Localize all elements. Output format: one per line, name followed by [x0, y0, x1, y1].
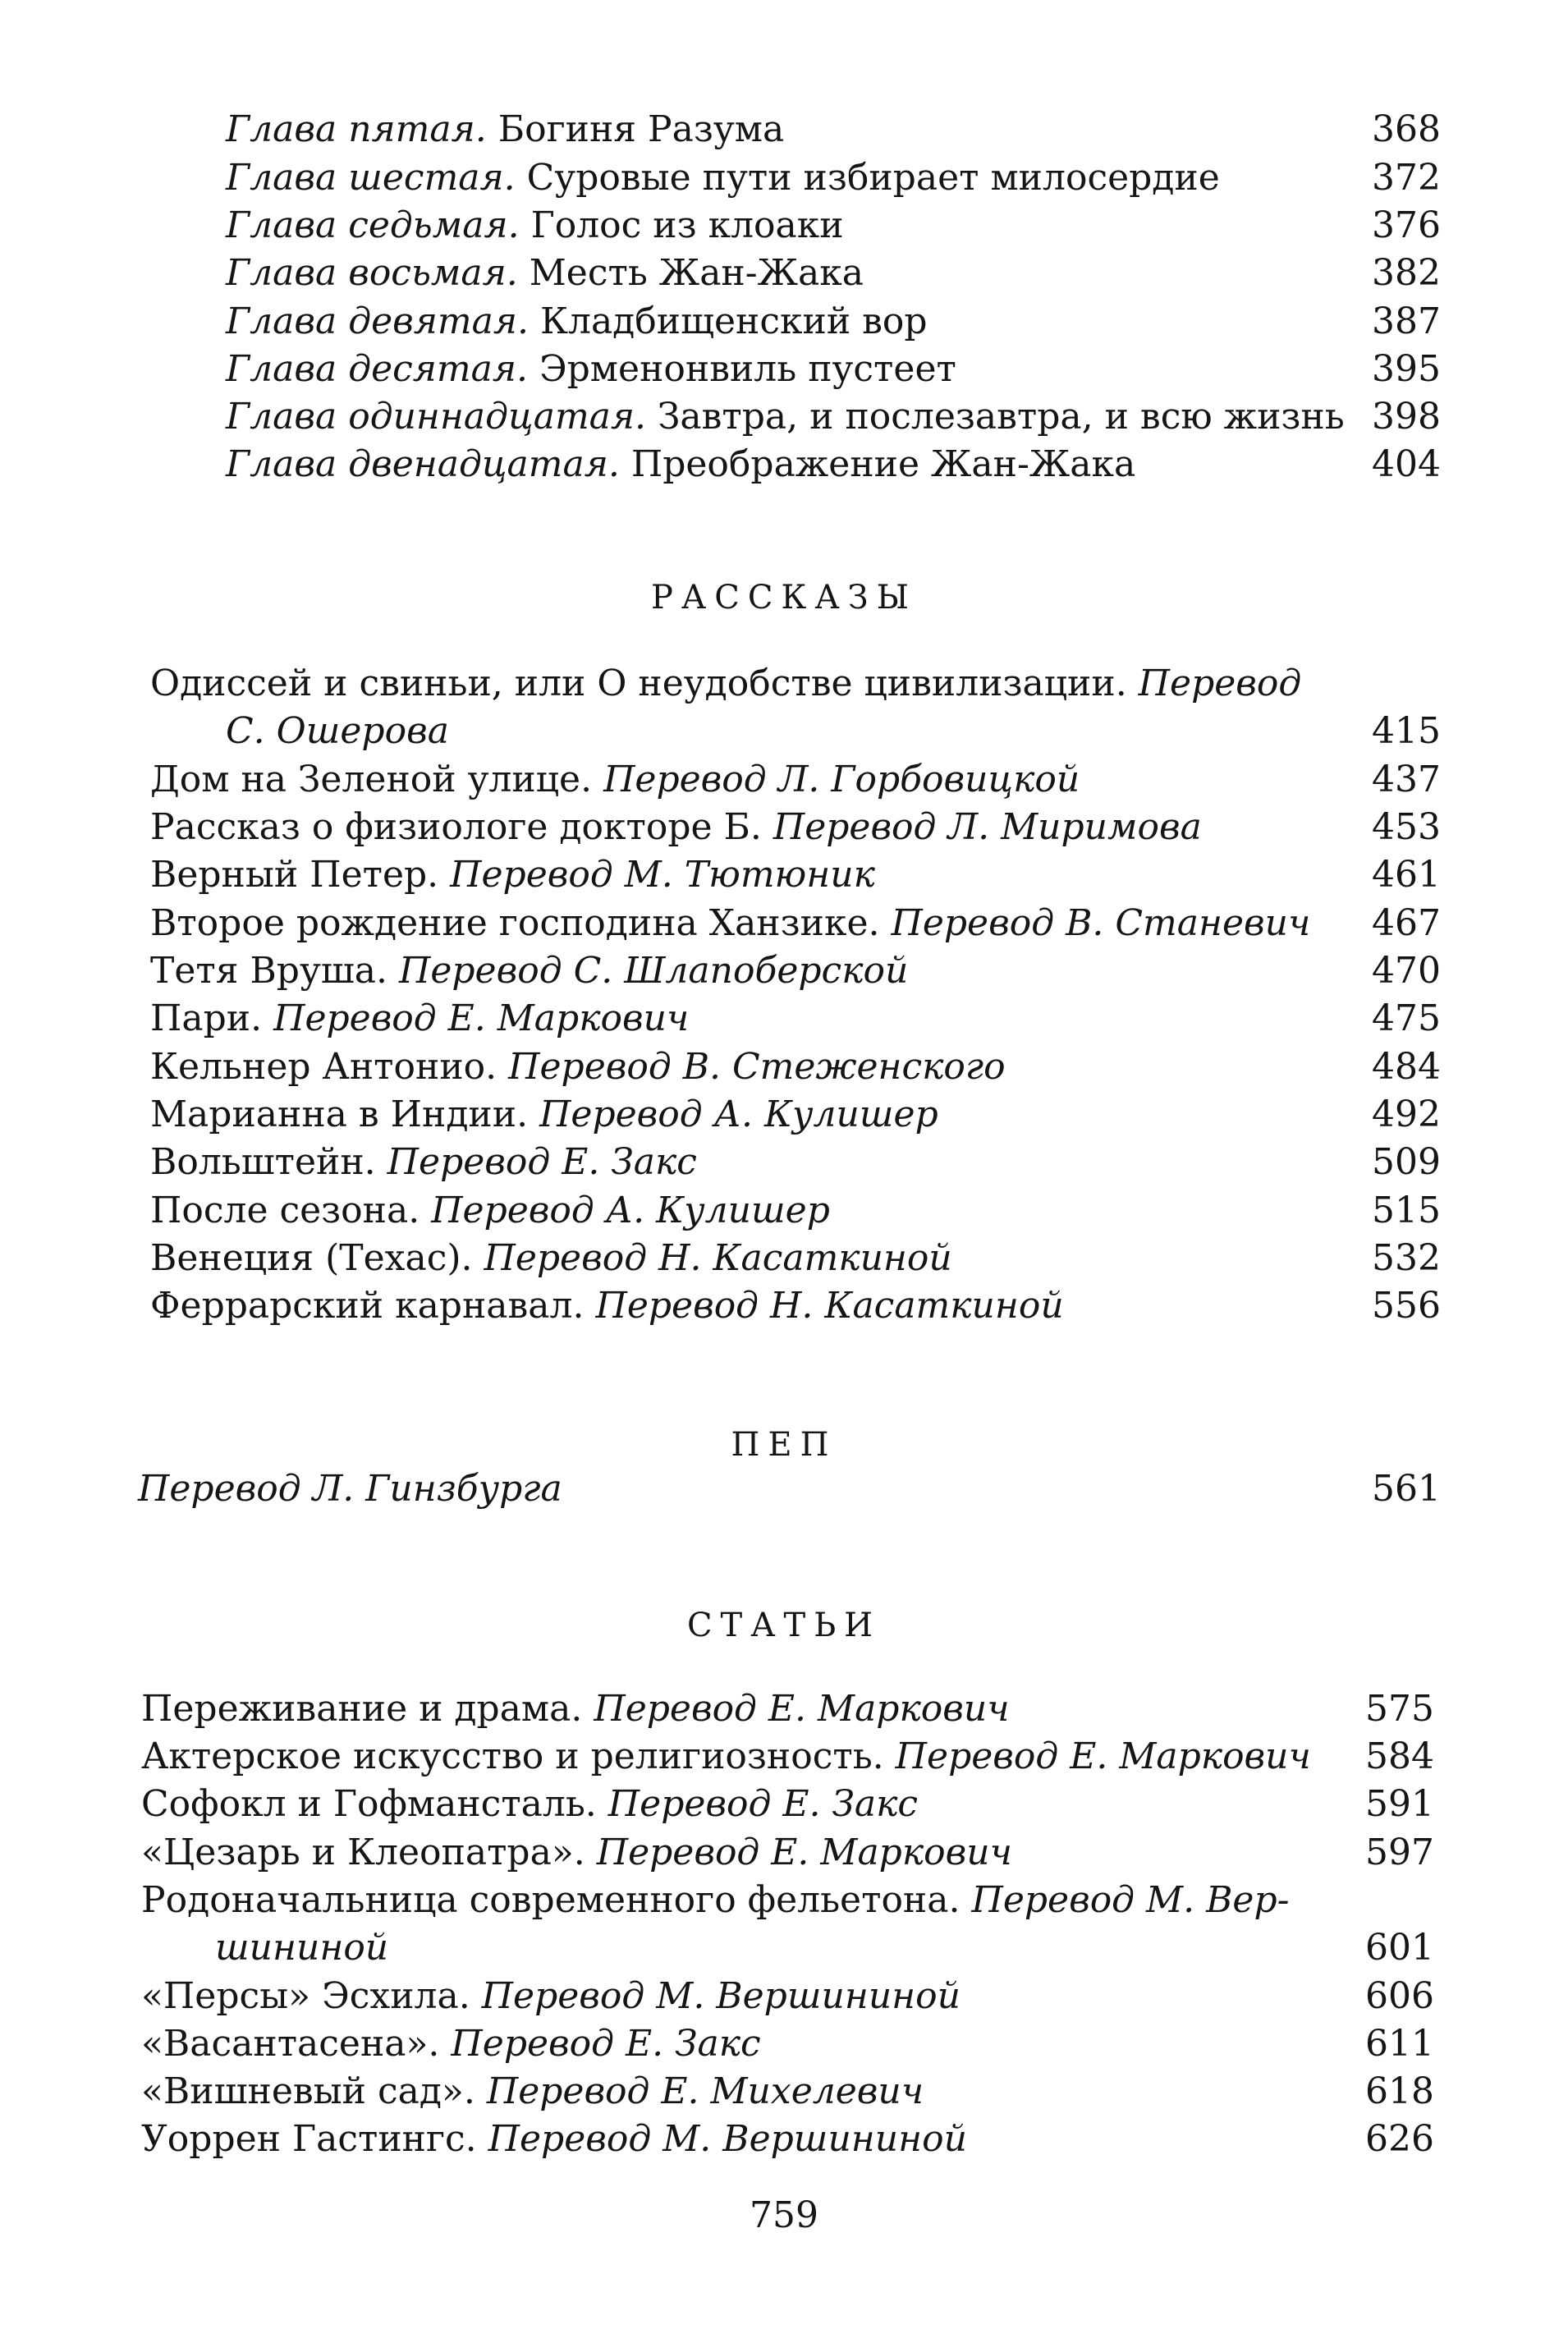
toc-entry-story: [150, 1091, 938, 1139]
page-number: 601: [1365, 1927, 1434, 1969]
chapter-label: Глава восьмая.: [226, 252, 518, 294]
pep-translator: Перевод Л. Гинзбурга: [138, 1468, 562, 1510]
story-translator: Перевод А. Кулишер: [431, 1190, 830, 1231]
toc-entry-article: [141, 1733, 1311, 1781]
page-number: 404: [1372, 443, 1441, 485]
toc-entry-article: [141, 1685, 1010, 1733]
toc-entry-story: [150, 851, 875, 899]
article-translator: Перевод Е. Михелевич: [486, 2070, 924, 2112]
toc-entry-article: [141, 1829, 1012, 1877]
page-number: 492: [1372, 1093, 1441, 1135]
toc-entry-story: [150, 995, 689, 1043]
article-title: Уоррен Гастингс.: [141, 2118, 488, 2160]
story-title: Второе рождение господина Ханзике.: [150, 902, 892, 944]
article-title: «Цезарь и Клеопатра».: [141, 1832, 597, 1873]
page-number: 618: [1365, 2070, 1434, 2112]
story-translator: Перевод В. Стеженского: [508, 1046, 1006, 1088]
chapter-title: Завтра, и послезавтра, и всю жизнь: [646, 396, 1345, 438]
chapter-label: Глава шестая.: [226, 157, 516, 199]
story-translator: Перевод Н. Касаткиной: [595, 1285, 1064, 1327]
toc-entry-story: [150, 756, 1080, 804]
story-title: Вольштейн.: [150, 1141, 387, 1183]
story-translator-continued: С. Ошерова: [226, 710, 449, 752]
chapter-label: Глава десятая.: [226, 348, 528, 390]
page-number: 368: [1372, 108, 1441, 150]
toc-entry-story: [150, 1139, 697, 1186]
story-title: Верный Петер.: [150, 854, 451, 896]
chapter-title: Богиня Разума: [486, 108, 785, 150]
toc-entry-chapter-10: [226, 346, 956, 393]
section-heading-stories: РАССКАЗЫ: [651, 579, 917, 617]
page-number: 376: [1372, 204, 1441, 246]
chapter-label: Глава двенадцатая.: [226, 443, 620, 485]
chapter-title: Кладбищенский вор: [528, 300, 928, 342]
toc-entry-chapter-5: [226, 106, 784, 154]
story-title: Пари.: [150, 997, 274, 1039]
article-title: «Вишневый сад».: [141, 2070, 487, 2112]
article-translator: Перевод М. Вершининой: [488, 2118, 967, 2160]
page-number: 561: [1372, 1468, 1441, 1510]
story-translator: Перевод: [1138, 662, 1302, 704]
story-translator: Перевод Л. Миримова: [773, 806, 1202, 848]
page-number: 532: [1372, 1237, 1441, 1279]
page-number: 509: [1372, 1141, 1441, 1183]
page-number: 597: [1365, 1832, 1434, 1873]
page-number: 515: [1372, 1190, 1441, 1231]
page-number: 475: [1372, 997, 1441, 1039]
page-number: 387: [1372, 300, 1441, 342]
page-number: 626: [1365, 2118, 1434, 2160]
chapter-label: Глава одиннадцатая.: [226, 396, 647, 438]
story-title: После сезона.: [150, 1190, 432, 1231]
toc-entry-story: [150, 1235, 952, 1282]
toc-entry-story: [150, 947, 908, 995]
article-translator-continued: шининой: [215, 1927, 389, 1969]
story-translator: Перевод С. Шлапоберской: [398, 950, 909, 992]
story-title: Кельнер Антонио.: [150, 1046, 509, 1088]
toc-entry-article: [141, 1973, 961, 2020]
chapter-title: Месть Жан-Жака: [517, 252, 864, 294]
toc-entry-article: [141, 1877, 1290, 1924]
page-number: 453: [1372, 806, 1441, 848]
article-translator: Перевод Е. Маркович: [594, 1688, 1010, 1730]
page-number: 395: [1372, 348, 1441, 390]
page-number: 415: [1372, 710, 1441, 752]
section-heading-articles: СТАТЬИ: [686, 1607, 882, 1644]
page-number: 556: [1372, 1285, 1441, 1327]
chapter-label: Глава седьмая.: [226, 204, 520, 246]
story-title: Одиссей и свиньи, или О неудобстве цивилизации.: [150, 662, 1139, 704]
chapter-label: Глава девятая.: [226, 300, 529, 342]
toc-entry-story: [150, 1043, 1006, 1091]
chapter-title: Преображение Жан-Жака: [619, 443, 1136, 485]
page-number: 470: [1372, 950, 1441, 992]
chapter-title: Суровые пути избирает милосердие: [515, 157, 1220, 199]
story-title: Феррарский карнавал.: [150, 1285, 596, 1327]
article-title: Актерское искусство и религиозность.: [141, 1735, 896, 1777]
article-translator: Перевод М. Вер-: [971, 1879, 1290, 1921]
story-translator: Перевод Л. Горбовицкой: [603, 759, 1080, 800]
page-number: 398: [1372, 396, 1441, 438]
article-translator: Перевод Е. Маркович: [596, 1832, 1012, 1873]
article-title: Родоначальница современного фельетона.: [141, 1879, 972, 1921]
article-title: Софокл и Гофмансталь.: [141, 1783, 608, 1825]
chapter-label: Глава пятая.: [226, 108, 487, 150]
page-number: 591: [1365, 1783, 1434, 1825]
toc-entry-article: [141, 2020, 761, 2068]
page-number: 437: [1372, 759, 1441, 800]
toc-entry-chapter-12: [226, 441, 1135, 488]
story-title: Тетя Вруша.: [150, 950, 399, 992]
story-translator: Перевод В. Станевич: [891, 902, 1311, 944]
story-translator: Перевод Е. Маркович: [273, 997, 690, 1039]
page-number: 484: [1372, 1046, 1441, 1088]
story-title: Рассказ о физиологе докторе Б.: [150, 806, 773, 848]
page-number: 611: [1365, 2023, 1434, 2065]
toc-entry-story: [150, 1187, 830, 1235]
article-title: «Персы» Эсхила.: [141, 1975, 482, 2017]
story-title: Марианна в Индии.: [150, 1093, 540, 1135]
page-number: 584: [1365, 1735, 1434, 1777]
page-number: 467: [1372, 902, 1441, 944]
story-translator: Перевод М. Тютюник: [450, 854, 875, 896]
article-title: «Васантасена».: [141, 2023, 452, 2065]
toc-entry-story: [150, 660, 1301, 708]
page-number: 461: [1372, 854, 1441, 896]
toc-entry-article: [141, 2116, 967, 2163]
toc-entry-chapter-6: [226, 154, 1220, 202]
toc-entry-story: [150, 900, 1310, 947]
story-translator: Перевод Н. Касаткиной: [484, 1237, 952, 1279]
toc-entry-chapter-11: [226, 393, 1345, 441]
article-translator: Перевод Е. Закс: [607, 1783, 919, 1825]
page-folio: 759: [750, 2194, 818, 2236]
chapter-title: Голос из клоаки: [519, 204, 844, 246]
page-number: 575: [1365, 1688, 1434, 1730]
toc-entry-article: [141, 1781, 918, 1828]
article-title: Переживание и драма.: [141, 1688, 594, 1730]
toc-entry-story: [150, 1282, 1064, 1330]
toc-entry-article: [141, 2068, 924, 2116]
toc-entry-chapter-7: [226, 202, 844, 250]
chapter-title: Эрменонвиль пустеет: [527, 348, 956, 390]
story-title: Дом на Зеленой улице.: [150, 759, 604, 800]
page-number: 606: [1365, 1975, 1434, 2017]
article-translator: Перевод Е. Маркович: [895, 1735, 1311, 1777]
story-title: Венеция (Техас).: [150, 1237, 484, 1279]
section-heading-pep: ПЕП: [731, 1426, 837, 1464]
page-number: 372: [1372, 157, 1441, 199]
toc-entry-chapter-8: [226, 250, 864, 297]
toc-entry-story: [150, 804, 1202, 851]
page-number: 382: [1372, 252, 1441, 294]
story-translator: Перевод А. Кулишер: [539, 1093, 938, 1135]
article-translator: Перевод Е. Закс: [451, 2023, 761, 2065]
toc-entry-chapter-9: [226, 298, 928, 346]
article-translator: Перевод М. Вершининой: [481, 1975, 961, 2017]
story-translator: Перевод Е. Закс: [387, 1141, 697, 1183]
